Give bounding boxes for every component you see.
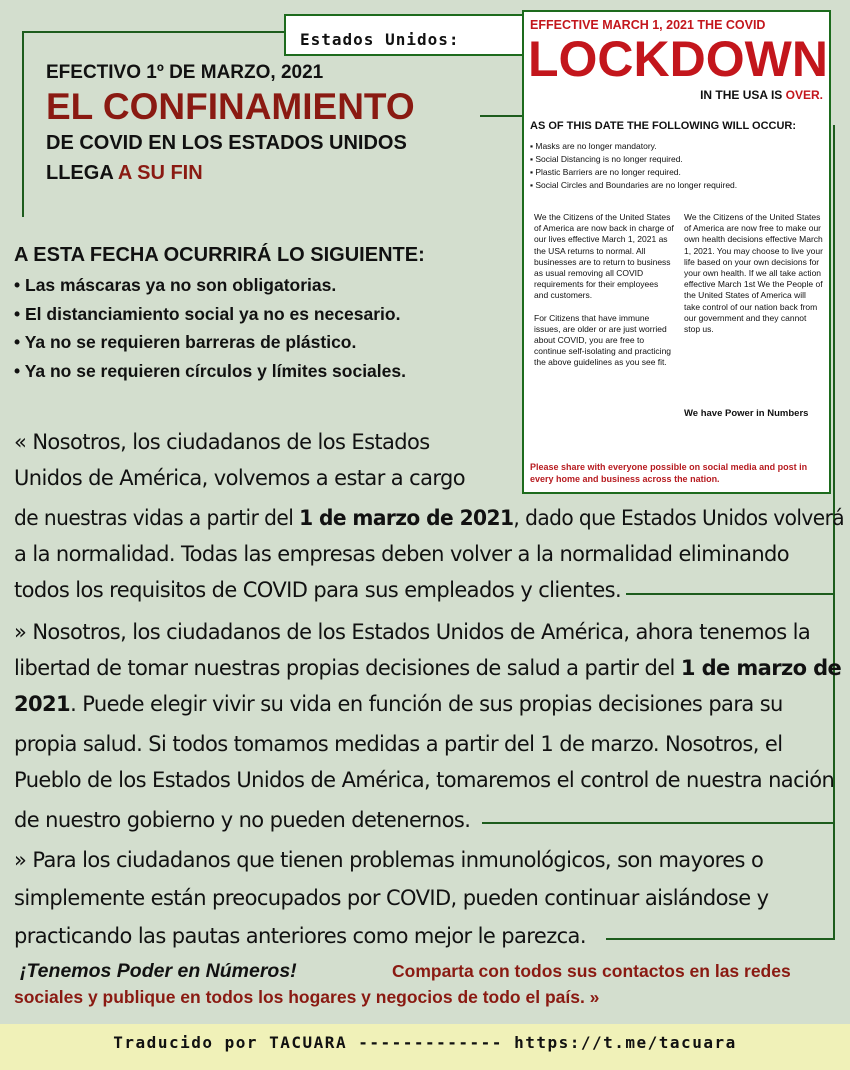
occur-item: • El distanciamiento social ya no es necesario. <box>14 300 514 329</box>
flyer-column-2: We the Citizens of the United States of America are now free to make our own health decisions effective March 1, 2021. You may choose to live your life based on your own decisions for your own health. If we all take action effective March 1st We the People of the United States of America will take control of our nation back from our government and they cannot stop us. <box>684 212 823 335</box>
p1-line5: todos los requisitos de COVID para sus empleados y clientes. <box>14 578 622 602</box>
flyer-bullet: ▪ Masks are no longer mandatory. <box>530 140 737 153</box>
closing-comparta: Comparta con todos sus contactos en las redes sociales y publique en todos los hogares y negocios de todo el país. » <box>14 961 791 1007</box>
occur-item: • Ya no se requieren barreras de plástico. <box>14 328 514 357</box>
p2-year: 2021 <box>14 692 71 716</box>
p1-line2: Unidos de América, volvemos a estar a cargo <box>14 466 466 490</box>
estados-unidos-label: Estados Unidos: <box>284 14 524 56</box>
flyer-bullets <box>530 140 737 192</box>
flyer-bullet: ▪ Plastic Barriers are no longer required. <box>530 166 737 179</box>
p2-line1: » Nosotros, los ciudadanos de los Estados Unidos de América, ahora tenemos la <box>14 620 811 644</box>
occur-item: • Ya no se requieren círculos y límites sociales. <box>14 357 514 386</box>
flyer-power: We have Power in Numbers <box>684 408 809 419</box>
flyer-bullet: ▪ Social Circles and Boundaries are no longer required. <box>530 179 737 192</box>
p1-line4: a la normalidad. Todas las empresas deben volver a la normalidad eliminando <box>14 542 790 566</box>
flyer-column-1 <box>534 212 674 369</box>
occur-title: A ESTA FECHA OCURRIRÁ LO SIGUIENTE: <box>14 244 425 266</box>
occur-list <box>14 271 514 385</box>
p2-line4: propia salud. Si todos tomamos medidas a partir del 1 de marzo. Nosotros, el <box>14 732 783 756</box>
p2-line5: Pueblo de los Estados Unidos de América, tomaremos el control de nuestra nación <box>14 768 835 792</box>
occur-item: • Las máscaras ya no son obligatorias. <box>14 271 514 300</box>
p1-line3-a: de nuestras vidas a partir del <box>14 506 300 530</box>
flyer-as-of: AS OF THIS DATE THE FOLLOWING WILL OCCUR: <box>530 120 797 132</box>
flyer-share: Please share with everyone possible on social media and post in every home and business across the nation. <box>530 462 808 484</box>
p2-line6: de nuestro gobierno y no pueden detenernos. <box>14 808 471 832</box>
header-confinamiento: EL CONFINAMIENTO <box>46 86 415 127</box>
header-line3-a: LLEGA <box>46 162 118 184</box>
flyer-col1-b: For Citizens that have immune issues, are older or are just worried about COVID, you are free to continue self-isolating and practicing the above guidelines as you see fit. <box>534 312 672 368</box>
header-line2: DE COVID EN LOS ESTADOS UNIDOS <box>46 132 407 154</box>
occur-section <box>14 244 514 385</box>
closing-poder: ¡Tenemos Poder en Números! <box>20 960 297 982</box>
p1-date: 1 de marzo de 2021 <box>299 506 514 530</box>
p1-line3 <box>14 500 845 536</box>
flyer-effective: EFFECTIVE MARCH 1, 2021 THE COVID <box>530 18 766 32</box>
p3-line1: » Para los ciudadanos que tienen problemas inmunológicos, son mayores o <box>14 848 764 872</box>
flyer-usa-is: IN THE USA IS <box>700 88 786 102</box>
p3-line2: simplemente están preocupados por COVID, pueden continuar aislándose y <box>14 886 769 910</box>
flyer-usa-is-over <box>700 88 823 102</box>
p1-line1: « Nosotros, los ciudadanos de los Estados <box>14 430 430 454</box>
p2-line3 <box>14 686 844 722</box>
header-line3-b: A SU FIN <box>117 162 203 184</box>
flyer-lockdown: LOCKDOWN <box>528 31 828 87</box>
p2-date: 1 de marzo de <box>680 656 842 680</box>
flyer-bullet: ▪ Social Distancing is no longer required. <box>530 153 737 166</box>
p1-line3-c: , dado que Estados Unidos volverá <box>513 506 845 530</box>
flyer-over: OVER. <box>785 88 823 102</box>
flyer-col1-a: We the Citizens of the United States of America are now back in charge of our lives effective March 1, 2021 as the USA returns to normal. All businesses are to return to business as usual removing all COVID requirements for their employees and customers. <box>534 212 674 301</box>
footer-credit: Traducido por TACUARA ------------- https://t.me/tacuara <box>113 1033 737 1052</box>
p3-line3: practicando las pautas anteriores como mejor le parezca. <box>14 924 586 948</box>
header-effective-date: EFECTIVO 1º DE MARZO, 2021 <box>46 62 324 83</box>
spanish-header <box>46 62 496 188</box>
closing-block <box>14 958 839 1010</box>
english-flyer <box>522 10 831 494</box>
frame-line-left <box>22 31 24 217</box>
p2-line2 <box>14 650 844 686</box>
p2-line2-a: libertad de tomar nuestras propias decisiones de salud a partir del <box>14 656 681 680</box>
frame-line-top <box>22 31 284 33</box>
p2-line3-b: . Puede elegir vivir su vida en función de sus propias decisiones para su <box>70 692 783 716</box>
header-line3 <box>46 158 496 188</box>
